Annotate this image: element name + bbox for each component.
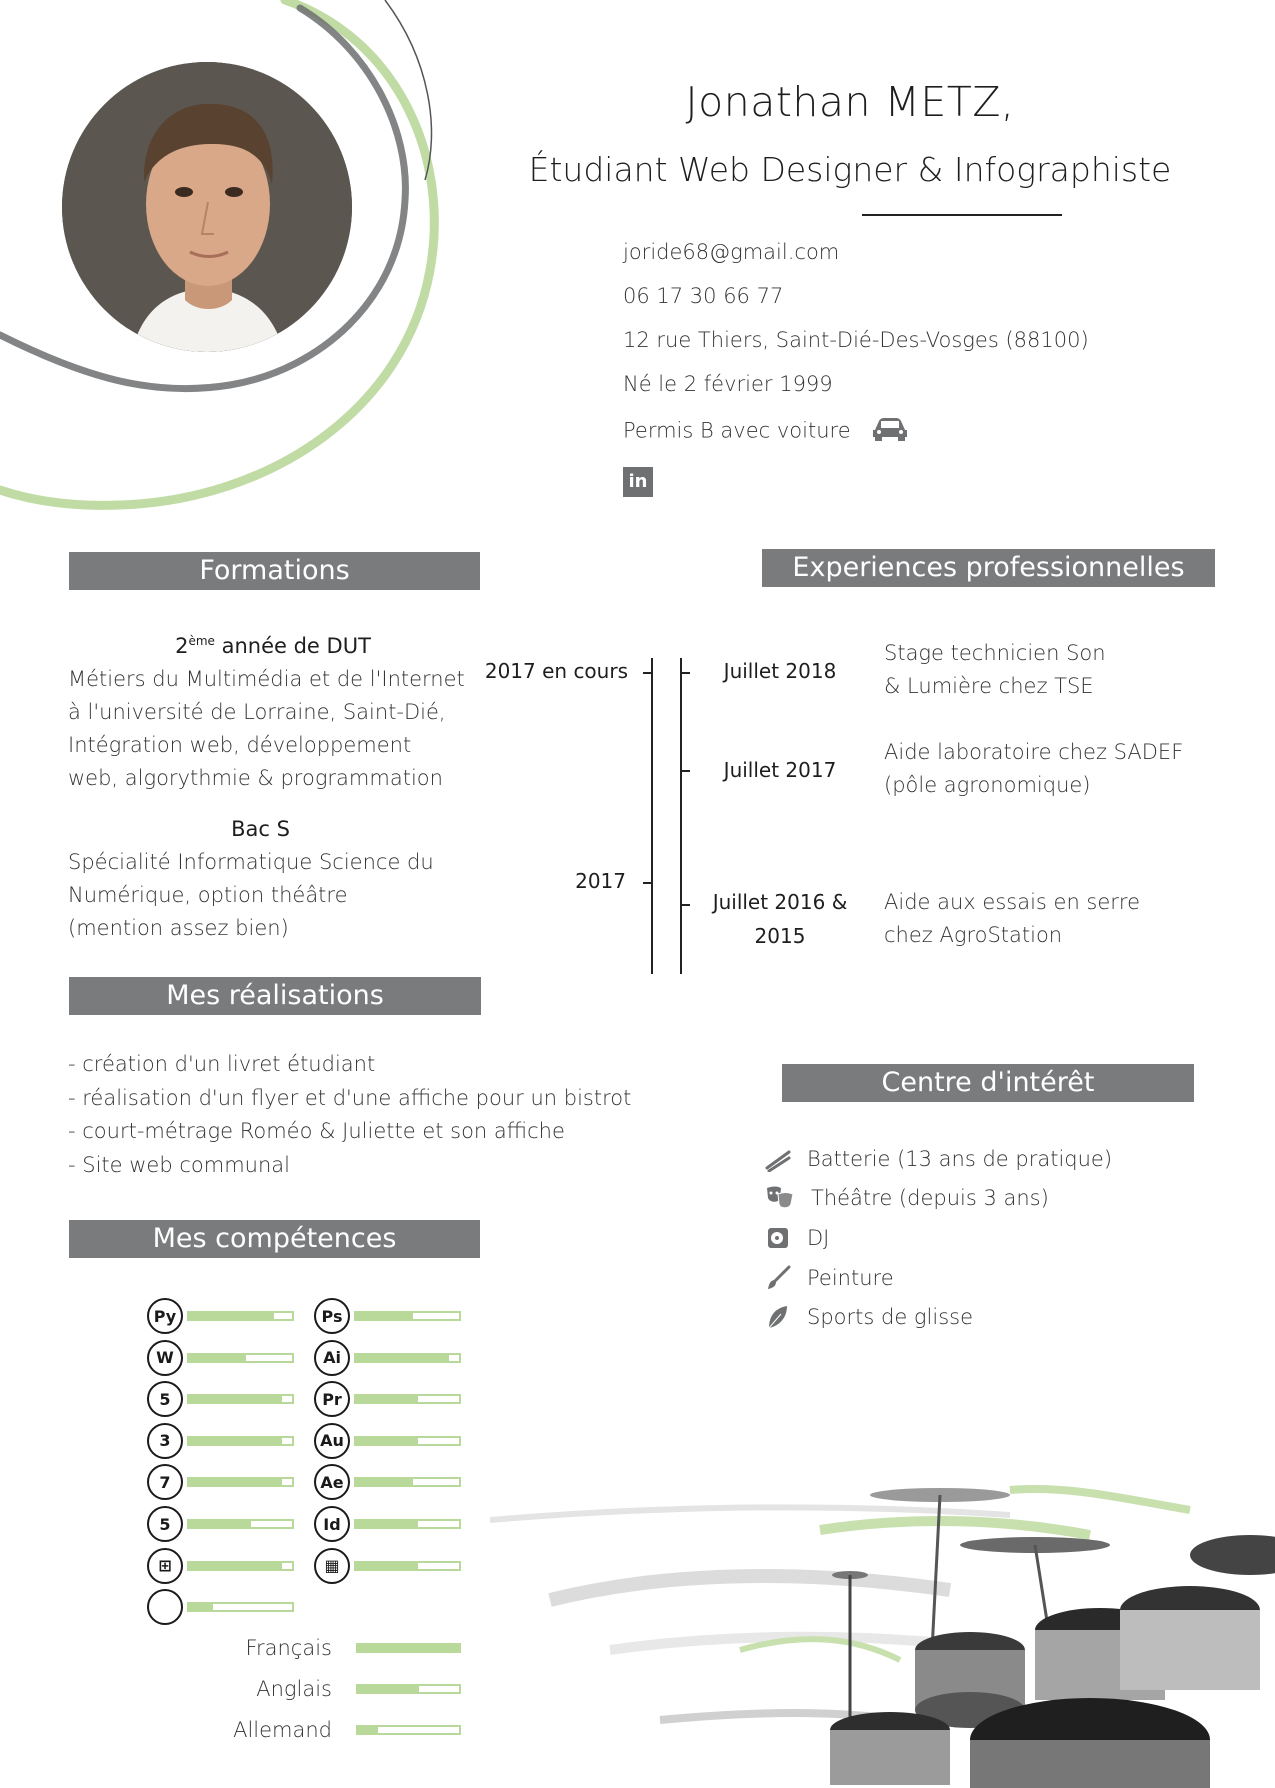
skill-row xyxy=(147,1381,294,1417)
skill-bar-fill xyxy=(189,1479,282,1485)
skill-bar xyxy=(187,1519,294,1529)
skill-bar xyxy=(354,1353,461,1363)
timeline-tick xyxy=(682,904,690,906)
skill-bar xyxy=(187,1311,294,1321)
wordpress-icon: W xyxy=(147,1340,183,1376)
skill-bar-fill xyxy=(356,1438,418,1444)
indesign-icon: Id xyxy=(314,1506,350,1542)
skill-bar-fill xyxy=(189,1521,251,1527)
candidate-title: Étudiant Web Designer & Infographiste xyxy=(528,150,1172,189)
skill-row xyxy=(147,1340,294,1376)
section-experiences: Experiences professionnelles xyxy=(762,549,1215,587)
list-item: - court-métrage Roméo & Juliette et son affiche xyxy=(68,1119,565,1143)
language-bar xyxy=(356,1643,461,1653)
formation-description: Spécialité Informatique Science du Numérique, option théâtre (mention assez bien) xyxy=(68,850,434,940)
timeline-line-formations xyxy=(651,658,653,974)
experience-description: Aide aux essais en serre chez AgroStation xyxy=(884,890,1141,947)
office-icon: ▦ xyxy=(314,1548,350,1584)
python-icon: Py xyxy=(147,1298,183,1334)
section-realisations: Mes réalisations xyxy=(69,977,481,1015)
skill-bar-fill xyxy=(189,1313,274,1319)
skill-row xyxy=(314,1506,461,1542)
list-item: - réalisation d'un flyer et d'une affiche pour un bistrot xyxy=(68,1085,632,1110)
skill-bar-fill xyxy=(189,1396,282,1402)
language-row xyxy=(222,1677,461,1701)
skill-bar xyxy=(354,1394,461,1404)
formation-date: 2017 en cours xyxy=(484,659,628,683)
language-bar xyxy=(356,1684,461,1694)
premiere-icon: Pr xyxy=(314,1381,350,1417)
skill-row xyxy=(314,1423,461,1459)
skill-bar xyxy=(187,1394,294,1404)
contact-license xyxy=(623,416,909,447)
skill-row xyxy=(147,1589,294,1625)
experience-date: Juillet 2017 xyxy=(723,758,837,782)
skill-bar xyxy=(187,1602,294,1612)
license-text: Permis B avec voiture xyxy=(623,418,851,443)
skill-bar-fill xyxy=(189,1604,213,1610)
skill-bar-fill xyxy=(356,1563,418,1569)
realisations-list xyxy=(68,1048,631,1182)
skill-row xyxy=(314,1464,461,1500)
language-row xyxy=(222,1636,461,1660)
experience-date: Juillet 2016 & 2015 xyxy=(712,890,848,948)
timeline-tick xyxy=(682,770,690,772)
skill-bar-fill xyxy=(189,1355,246,1361)
linkedin-icon[interactable]: in xyxy=(623,467,653,497)
interest-item: Théâtre (depuis 3 ans) xyxy=(765,1185,1049,1211)
skill-bar xyxy=(187,1477,294,1487)
list-item: - création d'un livret étudiant xyxy=(68,1052,376,1076)
language-bar-fill xyxy=(358,1645,459,1651)
skill-bar xyxy=(354,1477,461,1487)
section-formations: Formations xyxy=(69,552,480,590)
title-divider xyxy=(862,214,1062,216)
feather-icon xyxy=(765,1304,791,1330)
language-label: Allemand xyxy=(233,1718,332,1742)
audition-icon: Au xyxy=(314,1423,350,1459)
interest-item: DJ xyxy=(765,1225,829,1251)
skill-row xyxy=(314,1340,461,1376)
skill-bar xyxy=(187,1353,294,1363)
formation-date: 2017 xyxy=(575,869,626,893)
skill-row xyxy=(147,1464,294,1500)
experience-description: Stage technicien Son & Lumière chez TSE xyxy=(884,641,1106,698)
html5-alt-icon: 5 xyxy=(147,1506,183,1542)
skill-bar-fill xyxy=(356,1313,413,1319)
skill-bar xyxy=(354,1311,461,1321)
experience-description: Aide laboratoire chez SADEF (pôle agronomique) xyxy=(884,740,1184,797)
skill-bar xyxy=(354,1561,461,1571)
skill-row xyxy=(314,1548,461,1584)
skill-bar xyxy=(354,1436,461,1446)
illustrator-icon: Ai xyxy=(314,1340,350,1376)
contact-birthdate: Né le 2 février 1999 xyxy=(623,372,833,396)
skill-row xyxy=(314,1298,461,1334)
turntable-icon xyxy=(765,1225,791,1251)
profile-photo xyxy=(62,62,352,352)
skill-bar-fill xyxy=(356,1479,413,1485)
skill-bar-fill xyxy=(189,1563,282,1569)
skill-row xyxy=(147,1548,294,1584)
section-competences: Mes compétences xyxy=(69,1220,480,1258)
after-effects-icon: Ae xyxy=(314,1464,350,1500)
language-bar-fill xyxy=(358,1686,419,1692)
language-row xyxy=(222,1718,461,1742)
interest-item: Batterie (13 ans de pratique) xyxy=(765,1146,1112,1172)
drum-kit-illustration xyxy=(490,1460,1275,1788)
timeline-tick xyxy=(643,672,651,674)
skill-bar xyxy=(354,1519,461,1529)
skill-bar-fill xyxy=(356,1396,418,1402)
skill-row xyxy=(147,1506,294,1542)
photoshop-icon: Ps xyxy=(314,1298,350,1334)
contact-phone: 06 17 30 66 77 xyxy=(623,284,784,308)
language-bar xyxy=(356,1725,461,1735)
php7-icon: 7 xyxy=(147,1464,183,1500)
css3-icon: 3 xyxy=(147,1423,183,1459)
timeline-line-experiences xyxy=(680,658,682,974)
contact-email[interactable]: joride68@gmail.com xyxy=(623,240,840,264)
language-bar-fill xyxy=(358,1727,378,1733)
skill-bar xyxy=(187,1436,294,1446)
language-label: Anglais xyxy=(256,1677,332,1701)
formation-description: Métiers du Multimédia et de l'Internet à l'université de Lorraine, Saint-Dié, Intégration web, développement web, algorythmie & programmation xyxy=(68,667,465,790)
timeline-tick xyxy=(643,882,651,884)
formation-title: Bac S xyxy=(231,817,290,841)
apple-icon xyxy=(147,1589,183,1625)
skill-row xyxy=(314,1381,461,1417)
interest-item: Peinture xyxy=(765,1265,894,1291)
interest-item: Sports de glisse xyxy=(765,1304,973,1330)
skill-bar-fill xyxy=(356,1521,418,1527)
contact-address: 12 rue Thiers, Saint-Dié-Des-Vosges (88100) xyxy=(623,328,1089,352)
skill-bar xyxy=(187,1561,294,1571)
drumsticks-icon xyxy=(765,1146,791,1172)
paintbrush-icon xyxy=(765,1265,791,1291)
experience-date: Juillet 2018 xyxy=(723,659,837,683)
language-label: Français xyxy=(245,1636,332,1660)
html5-icon: 5 xyxy=(147,1381,183,1417)
windows-icon: ⊞ xyxy=(147,1548,183,1584)
car-icon xyxy=(871,416,909,447)
theatre-masks-icon xyxy=(765,1185,795,1211)
skill-row xyxy=(147,1298,294,1334)
timeline-tick xyxy=(682,672,690,674)
formation-title: 2ème année de DUT xyxy=(175,634,371,658)
section-interets: Centre d'intérêt xyxy=(782,1064,1194,1102)
skill-bar-fill xyxy=(189,1438,282,1444)
skill-bar-fill xyxy=(356,1355,449,1361)
candidate-name: Jonathan METZ, xyxy=(685,78,1015,126)
list-item: - Site web communal xyxy=(68,1152,290,1177)
skill-row xyxy=(147,1423,294,1459)
